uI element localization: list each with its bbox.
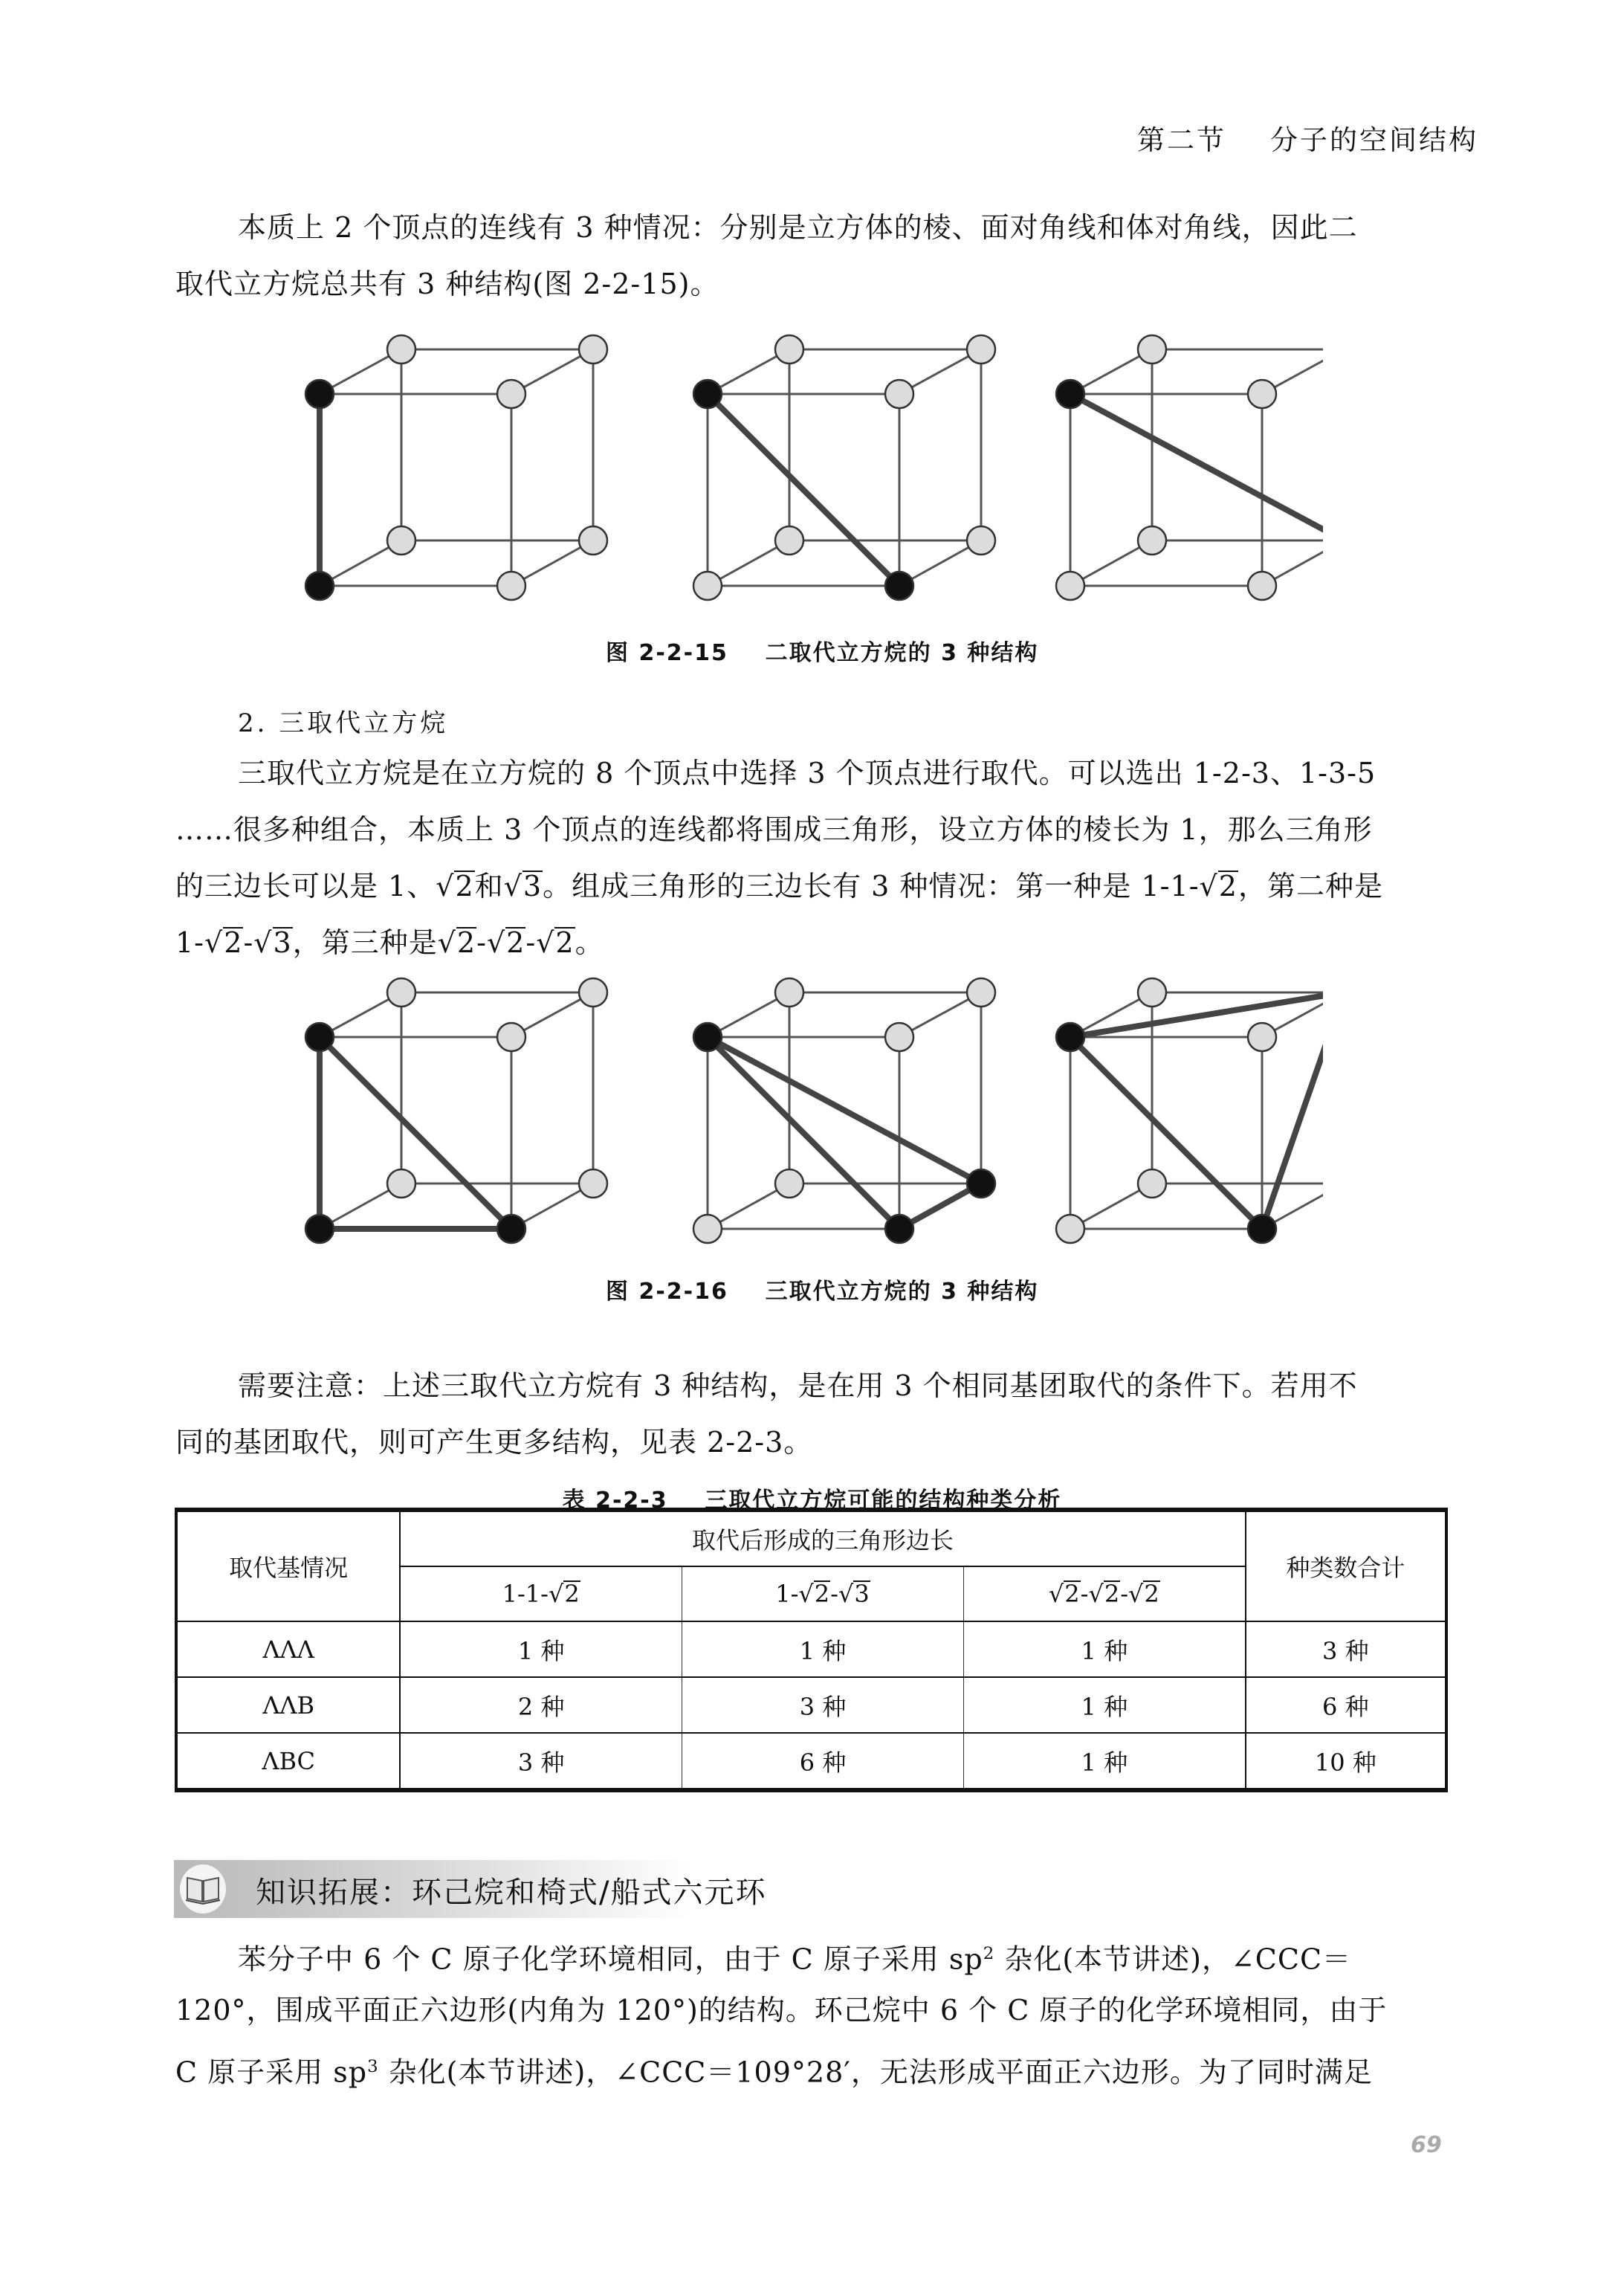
highlighted-bond	[1070, 992, 1323, 1037]
radicand: 3	[273, 926, 292, 959]
running-head: 第二节 分子的空间结构	[1137, 124, 1479, 156]
header-total: 种类数合计	[1246, 1510, 1446, 1621]
text-fragment: ，第三种是	[292, 926, 438, 959]
closing-line-2: 120°，围成平面正六边形(内角为 120°)的结构。环己烷中 6 个 C 原子的化学环境相同，由于	[175, 1994, 1388, 2027]
highlighted-bond	[1070, 1037, 1262, 1229]
radicand: 2	[1218, 870, 1238, 902]
sqrt-2: √2	[1048, 1580, 1080, 1608]
substituted-atom	[885, 572, 913, 600]
table-header-row	[176, 1510, 1446, 1566]
text-fragment: 和	[474, 870, 504, 902]
atom	[1248, 380, 1276, 408]
substituted-atom	[693, 380, 722, 408]
atom	[387, 978, 415, 1007]
table-row	[176, 1621, 1446, 1677]
cell-total: 6 种	[1246, 1677, 1446, 1733]
cell-c2: 3 种	[682, 1677, 963, 1733]
knowledge-extension-banner	[174, 1860, 917, 1918]
intro-paragraph	[175, 199, 1454, 312]
sqrt-2: √2	[548, 1580, 580, 1608]
cell-group: ΛΛB	[176, 1677, 400, 1733]
text-fragment: 1-	[175, 926, 205, 959]
substituted-atom	[305, 572, 334, 600]
substituted-atom	[1056, 1023, 1084, 1051]
subheader-1	[400, 1566, 682, 1621]
text-fragment: 杂化(本节讲述)，∠CCC＝	[994, 1943, 1352, 1976]
radicand: 2	[224, 926, 243, 959]
radicand: 2	[506, 926, 525, 959]
atom	[1248, 1023, 1276, 1051]
radicand: 2	[1104, 1580, 1120, 1608]
radicand: 2	[564, 1580, 580, 1608]
cell-c3: 1 种	[964, 1733, 1246, 1790]
radicand: 2	[456, 926, 476, 959]
cube-diagram	[305, 335, 607, 600]
atom	[885, 1023, 913, 1051]
highlighted-bond	[1070, 394, 1323, 540]
atom	[1138, 335, 1166, 364]
radicand: 2	[455, 870, 474, 902]
atom	[1138, 1169, 1166, 1198]
cell-total: 3 种	[1246, 1621, 1446, 1677]
substituted-atom	[1248, 1215, 1276, 1243]
intro-line-2: 取代立方烷总共有 3 种结构(图 2-2-15)。	[175, 268, 719, 300]
highlighted-bond	[708, 1037, 899, 1229]
atom	[967, 526, 995, 555]
cell-c3: 1 种	[964, 1677, 1246, 1733]
text-fragment: 杂化(本节讲述)，∠CCC＝109°28′，无法形成平面正六边形。为了同时满足	[378, 2056, 1373, 2089]
sqrt-2: √2	[798, 1580, 830, 1608]
closing-line-1	[175, 1925, 1454, 1982]
table-row	[176, 1677, 1446, 1733]
atom	[775, 526, 803, 555]
substituted-atom	[967, 1169, 995, 1198]
substituted-atom	[305, 380, 334, 408]
atom	[693, 1215, 722, 1243]
figure-2-2-15-caption: 图 2-2-15 二取代立方烷的 3 种结构	[606, 640, 1039, 666]
subheader-3: √2-√2-√2	[964, 1566, 1246, 1621]
sqrt-2: √2	[486, 926, 525, 959]
radicand: 3	[523, 870, 543, 902]
atom	[967, 978, 995, 1007]
cell-c1: 1 种	[400, 1621, 682, 1677]
atom	[579, 1169, 607, 1198]
substituted-atom	[497, 1215, 525, 1243]
atom	[693, 572, 722, 600]
substituted-atom	[693, 1023, 722, 1051]
header-span: 取代后形成的三角形边长	[400, 1510, 1245, 1566]
cube-diagram	[305, 978, 607, 1243]
highlighted-bond	[320, 1037, 511, 1229]
highlighted-bond	[708, 1037, 981, 1184]
atom	[497, 572, 525, 600]
cell-c1: 3 种	[400, 1733, 682, 1790]
sqrt-3: √3	[503, 870, 543, 902]
text-fragment: C 原子采用 sp	[175, 2056, 368, 2089]
sqrt-2: √2	[437, 926, 476, 959]
text-fragment: 1-	[775, 1580, 799, 1608]
sqrt-2: √2	[536, 926, 575, 959]
cube-diagram	[693, 978, 995, 1243]
atom	[1138, 526, 1166, 555]
cell-c2: 6 种	[682, 1733, 963, 1790]
sqrt-3: √3	[253, 926, 292, 959]
atom	[497, 380, 525, 408]
sqrt-2: √2	[1128, 1580, 1159, 1608]
closing-paragraph	[175, 1925, 1454, 2095]
closing-line-3	[175, 2038, 1454, 2095]
text-fragment: -	[525, 926, 537, 959]
note-line-2: 同的基团取代，则可产生更多结构，见表 2-2-3。	[175, 1426, 813, 1459]
radicand: 2	[555, 926, 575, 959]
text-fragment: ，第二种是	[1238, 870, 1383, 902]
open-book-icon	[180, 1864, 226, 1914]
cube-diagram	[693, 335, 995, 600]
radicand: 2	[1144, 1580, 1159, 1608]
atom	[885, 380, 913, 408]
cube-diagram	[1056, 978, 1323, 1243]
section-2-line-2: ……很多种组合，本质上 3 个顶点的连线都将围成三角形，设立方体的棱长为 1，那么三角形	[175, 813, 1373, 846]
atom	[497, 1023, 525, 1051]
atom	[1138, 978, 1166, 1007]
atom	[387, 335, 415, 364]
text-fragment: -	[476, 926, 487, 959]
page-number: 69	[1411, 2132, 1442, 2158]
note-line-1: 需要注意：上述三取代立方烷有 3 种结构，是在用 3 个相同基团取代的条件下。若用不	[238, 1369, 1358, 1402]
substituted-atom	[305, 1215, 334, 1243]
table-row	[176, 1733, 1446, 1790]
sqrt-2: √2	[204, 926, 243, 959]
atom	[387, 1169, 415, 1198]
atom	[775, 978, 803, 1007]
text-fragment: 。组成三角形的三边长有 3 种情况：第一种是 1-1-	[543, 870, 1200, 902]
subheader-2: 1-√2-√3	[682, 1566, 963, 1621]
cell-total: 10 种	[1246, 1733, 1446, 1790]
atom	[1056, 1215, 1084, 1243]
cell-group: ΛBC	[176, 1733, 400, 1790]
text-fragment: -	[243, 926, 254, 959]
atom	[579, 526, 607, 555]
table-2-2-3	[175, 1508, 1448, 1792]
sqrt-2: √2	[436, 870, 474, 902]
section-2-line-1: 三取代立方烷是在立方烷的 8 个顶点中选择 3 个顶点进行取代。可以选出 1-2-3、1-3-5	[238, 757, 1376, 789]
atom	[579, 335, 607, 364]
sqrt-2: √2	[1199, 870, 1238, 902]
header-group: 取代基情况	[176, 1510, 400, 1621]
sqrt-2: √2	[1088, 1580, 1120, 1608]
atom	[775, 1169, 803, 1198]
text-fragment: 的三边长可以是 1、	[175, 870, 436, 902]
atom	[775, 335, 803, 364]
highlighted-bond	[708, 394, 899, 586]
radicand: 2	[1064, 1580, 1080, 1608]
note-paragraph	[175, 1357, 1454, 1470]
atom	[387, 526, 415, 555]
cell-c3: 1 种	[964, 1621, 1246, 1677]
figure-2-2-16	[290, 966, 1323, 1264]
atom	[1056, 572, 1084, 600]
cell-c2: 1 种	[682, 1621, 963, 1677]
text-fragment: 。	[575, 926, 604, 959]
superscript: 3	[367, 2057, 379, 2076]
section-2-line-3	[175, 858, 1454, 914]
knowledge-title: 知识拓展：环己烷和椅式/船式六元环	[256, 1876, 767, 1910]
cube-diagram	[1056, 335, 1323, 600]
section-2-paragraph	[175, 745, 1454, 971]
section-heading-2: 2. 三取代立方烷	[238, 708, 449, 738]
cell-c1: 2 种	[400, 1677, 682, 1733]
substituted-atom	[1056, 380, 1084, 408]
substituted-atom	[885, 1215, 913, 1243]
sqrt-3: √3	[838, 1580, 870, 1608]
radicand: 3	[854, 1580, 870, 1608]
atom	[579, 978, 607, 1007]
intro-line-1: 本质上 2 个顶点的连线有 3 种情况：分别是立方体的棱、面对角线和体对角线，因此二	[238, 211, 1358, 244]
figure-2-2-16-caption: 图 2-2-16 三取代立方烷的 3 种结构	[606, 1279, 1039, 1305]
radicand: 2	[814, 1580, 830, 1608]
superscript: 2	[983, 1944, 995, 1963]
substituted-atom	[305, 1023, 334, 1051]
section-2-line-4	[175, 914, 1454, 971]
text-fragment: 1-1-	[502, 1580, 549, 1608]
atom	[967, 335, 995, 364]
table-2-2-3-caption: 表 2-2-3 三取代立方烷可能的结构种类分析	[562, 1488, 1062, 1514]
atom	[1248, 572, 1276, 600]
figure-2-2-15	[290, 320, 1323, 617]
cell-group: ΛΛΛ	[176, 1621, 400, 1677]
text-fragment: 苯分子中 6 个 C 原子化学环境相同，由于 C 原子采用 sp	[238, 1943, 983, 1976]
